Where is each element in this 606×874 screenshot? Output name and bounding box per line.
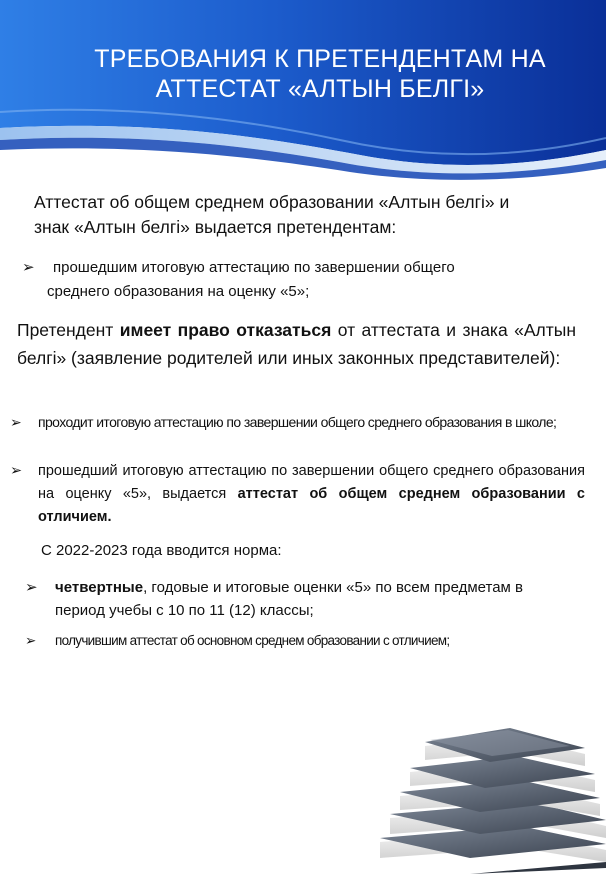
more-button[interactable] bbox=[240, 824, 270, 854]
bullet-arrow-icon: ➢ bbox=[10, 463, 23, 479]
bullet4-bold-text: четвертные bbox=[55, 579, 144, 596]
bullet2-text: проходит итоговую аттестацию по завершении общего среднего образования в школе; bbox=[38, 414, 557, 430]
more-icon bbox=[241, 825, 271, 855]
slides-grid-icon bbox=[146, 825, 176, 855]
intro-line-2: знак «Алтын белгі» выдается претендентам: bbox=[34, 217, 397, 237]
bullet-arrow-icon: ➢ bbox=[10, 414, 22, 430]
bullet5-text: получившим аттестат об основном среднем образовании с отличием; bbox=[55, 633, 450, 648]
books-stack-icon bbox=[370, 710, 606, 874]
back-icon bbox=[11, 825, 41, 855]
list-item bbox=[10, 460, 585, 529]
bullet1-line-1: прошедшим итоговую аттестацию по завершении общего bbox=[53, 259, 455, 276]
intro-line-1: Аттестат об общем среднем образовании «Алтын белгі» и bbox=[34, 192, 510, 212]
bullet1-line-2: среднего образования на оценку «5»; bbox=[47, 283, 310, 300]
title-line-2: АТТЕСТАТ «АЛТЫН БЕЛГІ» bbox=[155, 75, 485, 103]
bullet3-text: прошедший итоговую аттестацию по завершении общего среднего образования на оценку «5», выдается bbox=[38, 463, 585, 502]
zoom-button[interactable] bbox=[192, 824, 222, 854]
bullet-arrow-icon: ➢ bbox=[22, 259, 35, 276]
forward-icon bbox=[56, 825, 86, 855]
title-line-1: ТРЕБОВАНИЯ К ПРЕТЕНДЕНТАМ НА bbox=[94, 45, 546, 73]
pen-button[interactable] bbox=[100, 824, 130, 854]
list-item bbox=[10, 410, 585, 435]
back-button[interactable] bbox=[10, 824, 40, 854]
bullet4-text: , годовые и итоговые оценки «5» по всем предметам в период учебы с 10 по 11 (12) классы; bbox=[55, 579, 523, 619]
forward-button[interactable] bbox=[55, 824, 85, 854]
page-title bbox=[40, 44, 600, 104]
list-item bbox=[25, 576, 570, 622]
slides-grid-button[interactable] bbox=[145, 824, 175, 854]
refuse-text-bold: имеет право отказаться bbox=[119, 320, 332, 340]
bullet-arrow-icon: ➢ bbox=[25, 579, 38, 596]
bullet3-bold-text: аттестат об общем среднем образовании с отличием. bbox=[38, 486, 585, 525]
refuse-paragraph bbox=[17, 316, 576, 372]
header-band bbox=[0, 0, 606, 180]
refuse-text-start: Претендент bbox=[17, 320, 120, 340]
list-item bbox=[22, 256, 542, 304]
slide-navigation-bar bbox=[0, 824, 300, 874]
norm-intro: С 2022-2023 года вводится норма: bbox=[41, 542, 282, 559]
refuse-text-end: от аттестата и знака «Алтын белгі» (заявление родителей или иных законных представителей): bbox=[17, 320, 576, 368]
zoom-icon bbox=[193, 825, 223, 855]
pen-icon bbox=[101, 825, 131, 855]
intro-paragraph bbox=[34, 190, 564, 240]
list-item bbox=[25, 630, 570, 652]
bullet-arrow-icon: ➢ bbox=[25, 633, 36, 648]
